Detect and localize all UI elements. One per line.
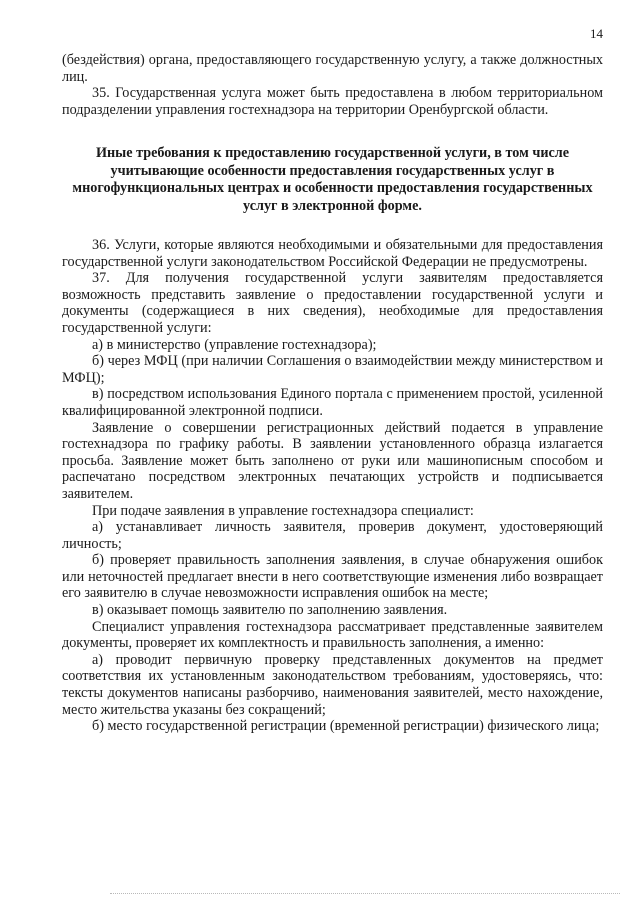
page-number: 14 (590, 26, 603, 41)
paragraph-35: 35. Государственная услуга может быть предоставлена в любом территориальном подразделении управления гостехнадзора на территории Оренбургской области. (62, 85, 603, 118)
list-item-b-check: б) проверяет правильность заполнения заявления, в случае обнаружения ошибок или неточностей предлагает внести в него соответствующие изменения либо возвращает его заявителю в случае невозможности исправления ошибок на месте; (62, 552, 603, 602)
list-item-a-primary-check: а) проводит первичную проверку представленных документов на предмет соответствия их установленным законодательством требованиям, удостоверяясь, что: тексты документов написаны разборчиво, наименования заявителей, место нахождение, место жительства указаны без сокращений; (62, 651, 603, 718)
paragraph-36: 36. Услуги, которые являются необходимыми и обязательными для предоставления государственной услуги законодательством Российской Федерации не предусмотрены. (62, 237, 603, 270)
scan-edge-line (110, 893, 620, 894)
list-item-b-mfc: б) через МФЦ (при наличии Соглашения о взаимодействии между министерством и МФЦ); (62, 353, 603, 386)
list-item-v-portal: в) посредством использования Единого портала с применением простой, усиленной квалифицированной электронной подписи. (62, 386, 603, 419)
paragraph-continuation: (бездействия) органа, предоставляющего государственную услугу, а также должностных лиц. (62, 52, 603, 85)
document-body (62, 52, 603, 735)
list-item-a-identity: а) устанавливает личность заявителя, проверив документ, удостоверяющий личность; (62, 519, 603, 552)
paragraph-specialist-review: Специалист управления гостехнадзора рассматривает представленные заявителем документы, проверяет их комплектность и правильность заполнения, а именно: (62, 618, 603, 652)
list-item-v-help: в) оказывает помощь заявителю по заполнению заявления. (92, 602, 448, 619)
paragraph-application: Заявление о совершении регистрационных действий подается в управление гостехнадзора по графику работы. В заявлении установленного образца излагается просьба. Заявление может быть заполнено от руки или машинописным способом и распечатано посредством электронных печатающих устройств и подписывается заявителем. (62, 419, 603, 502)
list-item-b-registration-place: б) место государственной регистрации (временной регистрации) физического лица; (92, 718, 600, 735)
list-item-a-ministry: а) в министерство (управление гостехнадзора); (92, 336, 377, 353)
paragraph-specialist-intro: При подаче заявления в управление гостехнадзора специалист: (92, 502, 474, 519)
section-heading: Иные требования к предоставлению государственной услуги, в том числе учитывающие особенности предоставления государственных услуг в многофункциональных центрах и особенности предоставления государственных услуг в электронной форме. (72, 145, 593, 214)
paragraph-37: 37. Для получения государственной услуги заявителям предоставляется возможность представить заявление о предоставлении государственной услуги и документы (содержащиеся в них сведения), необходимые для предоставления государственной услуги: (62, 270, 603, 336)
